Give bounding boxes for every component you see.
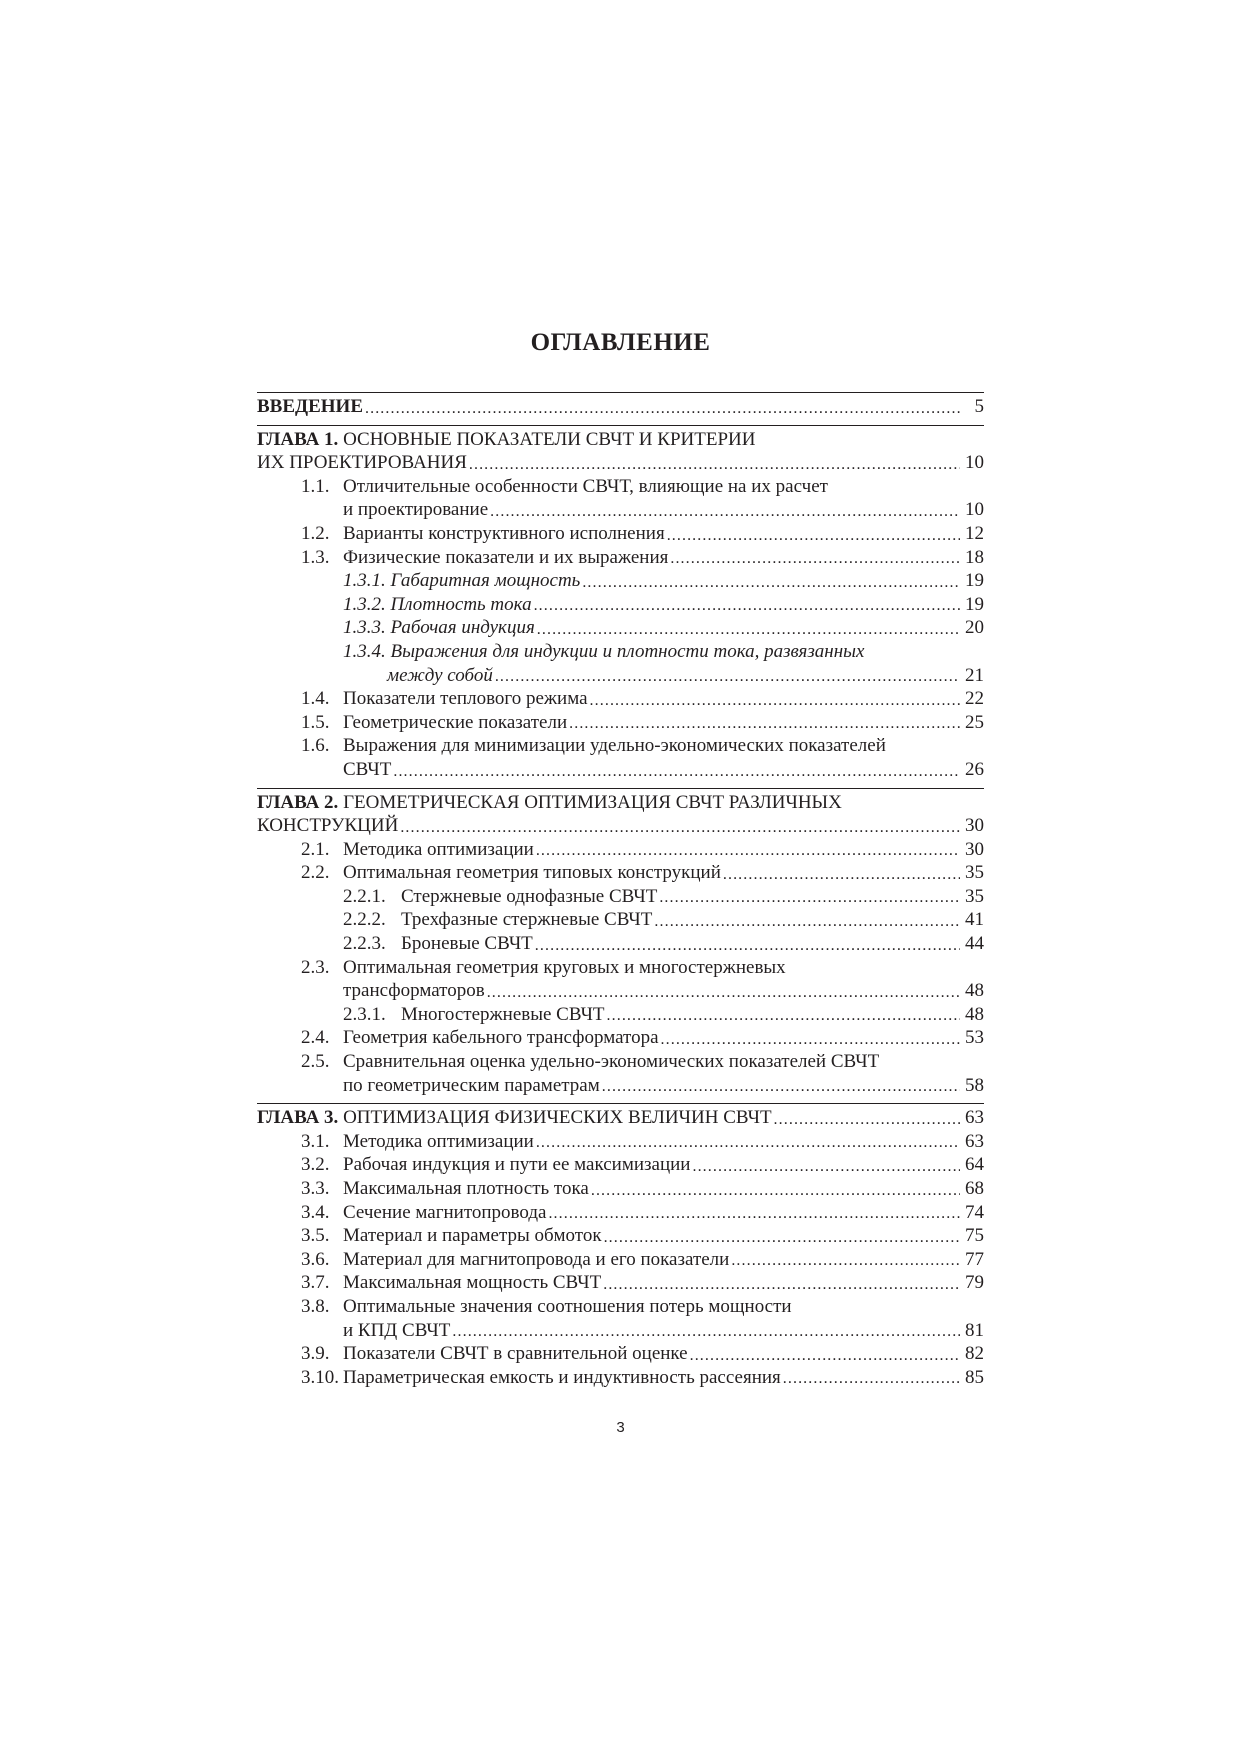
toc-entry-line: [257, 932, 984, 956]
toc-entry-number: 2.2.1.: [343, 885, 386, 907]
toc-entry-line: [257, 640, 984, 664]
toc-entry-title: Материал для магнитопровода и его показатели: [343, 1248, 730, 1270]
toc-section: [257, 1103, 984, 1389]
toc-entry-title: Оптимальная геометрия круговых и многостержневых: [343, 956, 786, 978]
toc-leader-dots: [548, 1204, 960, 1224]
toc-entry-number: 1.1.: [301, 475, 330, 497]
toc-entry-number: 3.10.: [301, 1366, 339, 1388]
toc-entry-title: Рабочая индукция и пути ее максимизации: [343, 1154, 691, 1176]
toc-page-number: 44: [965, 933, 984, 955]
toc-page-number: 79: [965, 1272, 984, 1294]
toc-entry-title: Геометрические показатели: [343, 711, 568, 733]
toc-page-number: 5: [974, 396, 984, 417]
toc-entry-title: ГЛАВА 1. ОСНОВНЫЕ ПОКАЗАТЕЛИ СВЧТ И КРИТЕРИИ: [257, 428, 756, 450]
toc-entry-line: [257, 1295, 984, 1319]
toc-entry[interactable]: [257, 908, 984, 932]
toc-entry[interactable]: [257, 1342, 984, 1366]
toc-entry-line: [257, 687, 984, 711]
toc-leader-dots: [534, 596, 960, 616]
toc-entry-number: 2.2.2.: [343, 909, 386, 931]
toc-leader-dots: [537, 620, 960, 640]
toc-entry-line: [257, 1177, 984, 1201]
toc-entry-number: 1.3.: [301, 546, 330, 568]
toc-page-number: 30: [965, 815, 984, 837]
toc-entry-number: 2.3.: [301, 956, 330, 978]
toc-page-number: 48: [965, 980, 984, 1002]
toc-entry[interactable]: [257, 616, 984, 640]
toc-entry-line: [257, 475, 984, 499]
toc-entry-line: [257, 838, 984, 862]
toc-entry-line: [257, 861, 984, 885]
toc-section: [257, 392, 984, 419]
toc-page-number: 53: [965, 1027, 984, 1049]
toc-entry[interactable]: [257, 1026, 984, 1050]
toc-entry[interactable]: [257, 838, 984, 862]
toc-entry-title: и проектирование: [343, 499, 489, 521]
toc-entry[interactable]: [257, 1201, 984, 1225]
toc-entry-number: 3.7.: [301, 1272, 330, 1294]
toc-entry-line: [257, 1074, 984, 1098]
toc-leader-dots: [487, 983, 960, 1003]
toc-entry[interactable]: [257, 593, 984, 617]
toc-page-number: 64: [965, 1154, 984, 1176]
toc-page-number: 22: [965, 688, 984, 710]
toc-entry-title: ГЛАВА 2. ГЕОМЕТРИЧЕСКАЯ ОПТИМИЗАЦИЯ СВЧТ РАЗЛИЧНЫХ: [257, 791, 842, 813]
toc-entry-line: [257, 522, 984, 546]
toc-entry[interactable]: [257, 1177, 984, 1201]
toc-entry-line: [257, 593, 984, 617]
toc-entry-title: Методика оптимизации: [343, 1130, 534, 1152]
toc-entry-number: 2.5.: [301, 1051, 330, 1073]
toc-page-number: 68: [965, 1178, 984, 1199]
toc-entry[interactable]: [257, 734, 984, 781]
toc-entry-number: 3.2.: [301, 1154, 330, 1176]
toc-page-number: 85: [965, 1366, 984, 1388]
toc-entry-number: 3.6.: [301, 1248, 330, 1270]
toc-entry-line: [257, 1201, 984, 1225]
toc-entry-title: [257, 395, 363, 419]
toc-leader-dots: [654, 912, 960, 932]
toc-entry-line: [257, 395, 984, 419]
toc-entry-line: [257, 569, 984, 593]
toc-entry[interactable]: [257, 569, 984, 593]
toc-page-number: 25: [965, 711, 984, 733]
toc-leader-dots: [670, 549, 960, 569]
toc-entry-line: [257, 908, 984, 932]
toc-leader-dots: [452, 1322, 960, 1342]
toc-entry-title: Методика оптимизации: [343, 838, 534, 860]
toc-chapter-entry[interactable]: [257, 428, 984, 475]
toc-entry-title: по геометрическим параметрам: [343, 1074, 600, 1096]
toc-entry[interactable]: [257, 1366, 984, 1390]
toc-entry-number: 3.3.: [301, 1178, 330, 1199]
toc-entry[interactable]: [257, 956, 984, 1003]
toc-entry-title: ИХ ПРОЕКТИРОВАНИЯ: [257, 452, 467, 474]
toc-entry-line: [257, 956, 984, 980]
toc-entry-line: [257, 1130, 984, 1154]
toc-page-number: 30: [965, 838, 984, 860]
toc-page-number: 77: [965, 1248, 984, 1270]
toc-entry-title: 1.3.4. Выражения для индукции и плотности тока, развязанных: [343, 640, 865, 662]
toc-entry[interactable]: [257, 687, 984, 711]
toc-leader-dots: [535, 936, 960, 956]
toc-entry[interactable]: [257, 522, 984, 546]
toc-entry-title: Сравнительная оценка удельно-экономических показателей СВЧТ: [343, 1051, 880, 1073]
toc-entry-line: [257, 546, 984, 570]
toc-page-number: 41: [965, 909, 984, 931]
toc-chapter-label: ГЛАВА 1.: [257, 428, 339, 450]
toc-entry[interactable]: [257, 932, 984, 956]
toc-entry-line: [257, 1026, 984, 1050]
toc-entry-title: Трехфазные стержневые СВЧТ: [401, 909, 653, 931]
toc-entry-number: 1.2.: [301, 522, 330, 544]
toc-entry-line: [257, 1050, 984, 1074]
toc-entry-title: Варианты конструктивного исполнения: [343, 522, 665, 544]
toc-entry-number: 1.4.: [301, 688, 330, 710]
toc-entry-line: [257, 1271, 984, 1295]
toc-entry-line: [257, 758, 984, 782]
toc-leader-dots: [393, 762, 960, 782]
toc-chapter-entry[interactable]: [257, 1106, 984, 1130]
page-number: 3: [616, 1419, 625, 1436]
toc-entry-line: [257, 664, 984, 688]
toc-entry[interactable]: [257, 885, 984, 909]
toc-entry-line: [257, 711, 984, 735]
toc-leader-dots: [602, 1077, 960, 1097]
toc-leader-dots: [774, 1110, 960, 1130]
toc-entry[interactable]: [257, 1153, 984, 1177]
toc-page-number: 75: [965, 1225, 984, 1247]
toc-entry-title: Сечение магнитопровода: [343, 1201, 547, 1223]
toc-leader-dots: [607, 1006, 960, 1026]
toc-entry-number: 2.1.: [301, 838, 330, 860]
toc-page-number: 21: [965, 664, 984, 686]
toc-page-number: 35: [965, 885, 984, 907]
toc-entry-line: [257, 885, 984, 909]
toc-page-number: 48: [965, 1003, 984, 1025]
toc-entry-line: [257, 814, 984, 838]
page-title: ОГЛАВЛЕНИЕ: [530, 329, 711, 356]
toc-entry-line: [257, 1248, 984, 1272]
toc-entry[interactable]: [257, 546, 984, 570]
toc-leader-dots: [469, 455, 960, 475]
toc-entry-title: Выражения для минимизации удельно-экономических показателей: [343, 735, 886, 757]
toc-entry-line: [257, 616, 984, 640]
toc-leader-dots: [692, 1157, 960, 1177]
toc-entry-number: 3.5.: [301, 1225, 330, 1247]
toc-leader-dots: [661, 1030, 960, 1050]
toc-page-number: 20: [965, 617, 984, 639]
toc-entry-title: 1.3.3. Рабочая индукция: [343, 617, 535, 639]
toc-leader-dots: [365, 399, 960, 419]
toc-leader-dots: [731, 1251, 960, 1271]
toc-section: [257, 788, 984, 1098]
toc-entry-title: Броневые СВЧТ: [401, 933, 533, 955]
toc-page-number: 19: [965, 570, 984, 592]
toc-entry-title: Оптимальная геометрия типовых конструкций: [343, 862, 721, 884]
toc-page-number: 81: [965, 1319, 984, 1341]
toc-entry-title: между собой: [387, 664, 493, 686]
toc-leader-dots: [723, 865, 960, 885]
toc-leader-dots: [490, 502, 960, 522]
toc-page-number: 58: [965, 1074, 984, 1096]
toc-chapter-entry[interactable]: [257, 395, 984, 419]
toc-entry[interactable]: [257, 1050, 984, 1097]
toc-page-number: 26: [965, 758, 984, 780]
toc-page-number: 35: [965, 862, 984, 884]
toc-entry[interactable]: [257, 1003, 984, 1027]
toc-entry[interactable]: [257, 1130, 984, 1154]
table-of-contents: [257, 392, 984, 1395]
toc-entry-title: трансформаторов: [343, 980, 485, 1002]
toc-entry-title: Параметрическая емкость и индуктивность рассеяния: [343, 1366, 781, 1388]
toc-entry-title: 1.3.2. Плотность тока: [343, 593, 532, 615]
toc-leader-dots: [582, 573, 960, 593]
toc-entry-title: 1.3.1. Габаритная мощность: [343, 570, 581, 592]
toc-entry-title: СВЧТ: [343, 758, 392, 780]
toc-leader-dots: [603, 1275, 960, 1295]
toc-entry-line: [257, 979, 984, 1003]
toc-page-number: 82: [965, 1343, 984, 1365]
toc-entry-title: Физические показатели и их выражения: [343, 546, 669, 568]
toc-entry-line: [257, 1106, 984, 1130]
toc-entry-title: Максимальная мощность СВЧТ: [343, 1272, 602, 1294]
toc-entry-line: [257, 734, 984, 758]
toc-page-number: 18: [965, 546, 984, 568]
toc-entry-title: Оптимальные значения соотношения потерь мощности: [343, 1295, 792, 1317]
toc-entry[interactable]: [257, 1295, 984, 1342]
toc-leader-dots: [495, 667, 960, 687]
toc-leader-dots: [400, 818, 960, 838]
toc-entry-number: 1.5.: [301, 711, 330, 733]
toc-leader-dots: [659, 888, 960, 908]
toc-entry-number: 2.2.: [301, 862, 330, 884]
toc-page-number: 74: [965, 1201, 984, 1223]
toc-entry[interactable]: [257, 861, 984, 885]
toc-leader-dots: [783, 1369, 960, 1389]
toc-entry-title: ГЛАВА 3. ОПТИМИЗАЦИЯ ФИЗИЧЕСКИХ ВЕЛИЧИН СВЧТ: [257, 1107, 772, 1129]
toc-entry[interactable]: [257, 1248, 984, 1272]
toc-leader-dots: [590, 691, 960, 711]
toc-leader-dots: [667, 526, 960, 546]
toc-entry[interactable]: [257, 640, 984, 687]
toc-entry-title: Геометрия кабельного трансформатора: [343, 1027, 659, 1049]
toc-chapter-label: ГЛАВА 2.: [257, 791, 339, 813]
toc-entry-number: 1.6.: [301, 735, 330, 757]
toc-page-number: 63: [965, 1107, 984, 1129]
toc-entry-title: Отличительные особенности СВЧТ, влияющие на их расчет: [343, 475, 828, 497]
toc-entry-line: [257, 1153, 984, 1177]
toc-page-number: 10: [965, 452, 984, 474]
toc-page-number: 19: [965, 593, 984, 615]
toc-leader-dots: [591, 1181, 960, 1201]
toc-entry-title: Многостержневые СВЧТ: [401, 1003, 605, 1025]
toc-entry[interactable]: [257, 711, 984, 735]
toc-leader-dots: [604, 1228, 960, 1248]
toc-entry-line: [257, 791, 984, 815]
toc-entry[interactable]: [257, 1271, 984, 1295]
toc-entry-number: 3.1.: [301, 1130, 330, 1152]
toc-entry-title: Максимальная плотность тока: [343, 1178, 589, 1199]
toc-entry-number: 2.2.3.: [343, 933, 386, 955]
toc-entry-line: [257, 451, 984, 475]
toc-entry-number: 3.8.: [301, 1295, 330, 1317]
toc-page-number: 12: [965, 522, 984, 544]
toc-leader-dots: [536, 1133, 960, 1153]
toc-leader-dots: [536, 841, 960, 861]
toc-section: [257, 425, 984, 782]
toc-entry-title: Стержневые однофазные СВЧТ: [401, 885, 658, 907]
toc-leader-dots: [569, 714, 960, 734]
toc-chapter-label: ВВЕДЕНИЕ: [257, 396, 363, 417]
toc-page-number: 10: [965, 499, 984, 521]
toc-leader-dots: [690, 1346, 960, 1366]
toc-entry[interactable]: [257, 475, 984, 522]
toc-entry-line: [257, 1319, 984, 1343]
toc-entry-line: [257, 1224, 984, 1248]
toc-entry-title: КОНСТРУКЦИЙ: [257, 815, 399, 837]
toc-entry-line: [257, 428, 984, 452]
toc-entry-title: и КПД СВЧТ: [343, 1319, 451, 1341]
toc-entry-number: 2.4.: [301, 1027, 330, 1049]
toc-chapter-label: ГЛАВА 3.: [257, 1107, 339, 1129]
toc-chapter-entry[interactable]: [257, 791, 984, 838]
toc-entry-line: [257, 1366, 984, 1390]
toc-entry[interactable]: [257, 1224, 984, 1248]
toc-entry-title: Показатели теплового режима: [343, 688, 588, 710]
toc-entry-number: 2.3.1.: [343, 1003, 386, 1025]
toc-entry-line: [257, 498, 984, 522]
toc-entry-number: 3.9.: [301, 1343, 330, 1365]
toc-page-number: 63: [965, 1130, 984, 1152]
toc-entry-title: Показатели СВЧТ в сравнительной оценке: [343, 1343, 688, 1365]
toc-entry-line: [257, 1003, 984, 1027]
toc-entry-title: Материал и параметры обмоток: [343, 1225, 602, 1247]
toc-entry-line: [257, 1342, 984, 1366]
toc-entry-number: 3.4.: [301, 1201, 330, 1223]
